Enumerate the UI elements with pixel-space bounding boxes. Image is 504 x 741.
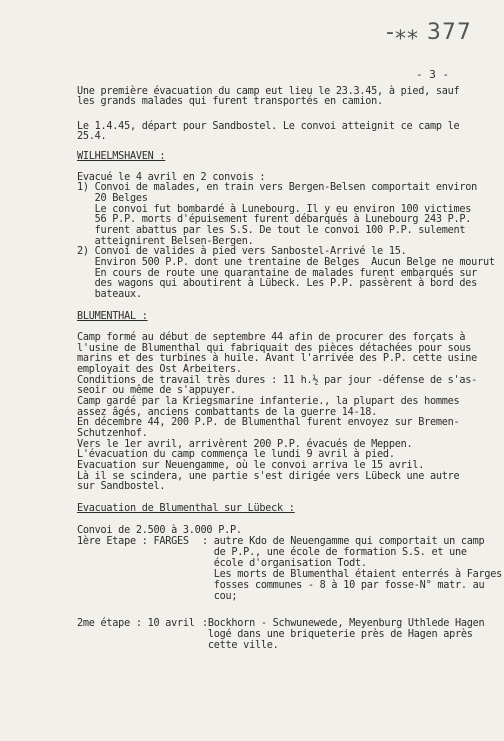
body-line: 1) Convoi de malades, en train vers Bergen-Belsen comportait environ bbox=[77, 182, 478, 193]
body-line: 2) Convoi de valides à pied vers Sanbostel-Arrivé le 15. bbox=[77, 246, 407, 257]
body-line: Vers le 1er avril, arrivèrent 200 P.P. évacués de Meppen. bbox=[77, 439, 413, 450]
stage-label: 1ère Etape : FARGES bbox=[77, 536, 189, 547]
section-heading-blumenthal: BLUMENTHAL : bbox=[77, 311, 148, 322]
page-stamp-number: -⁎⁎ 377 bbox=[386, 20, 472, 45]
body-line: furent abattus par les S.S. De tout le convoi 100 P.P. sulement bbox=[77, 225, 466, 236]
body-line: cette ville. bbox=[202, 640, 279, 651]
body-line: cou; bbox=[202, 591, 238, 602]
body-line: Evacuation sur Neuengamme, où le convoi arriva le 15 avril. bbox=[77, 460, 425, 471]
body-line: Evacué le 4 avril en 2 convois : bbox=[77, 172, 266, 183]
body-line: 20 Belges bbox=[77, 193, 148, 204]
intro-line: 25.4. bbox=[77, 131, 107, 142]
body-line: fosses communes - 8 à 10 par fosse-N° matr. au bbox=[202, 580, 485, 591]
body-line: Camp formé au début de septembre 44 afin de procurer des forçats à bbox=[77, 332, 466, 343]
body-line: En décembre 44, 200 P.P. de Blumenthal furent envoyez sur Bremen- bbox=[77, 417, 460, 428]
body-line: marins et des turbines à huile. Avant l'arrivée des P.P. cette usine bbox=[77, 353, 478, 364]
page-number: - 3 - bbox=[416, 68, 450, 81]
body-line: assez âgés, anciens combattants de la guerre 14-18. bbox=[77, 407, 378, 418]
intro-line: les grands malades qui furent transportés en camion. bbox=[77, 96, 383, 107]
body-line: 56 P.P. morts d'épuisement furent débarqués à Lunebourg 243 P.P. bbox=[77, 214, 472, 225]
body-line: Camp gardé par la Kriegsmarine infanterie., la plupart des hommes bbox=[77, 396, 460, 407]
body-line: :Bockhorn - Schwunewede, Meyenburg Uthlede Hagen bbox=[202, 618, 485, 629]
section-heading-wilhelmshaven: WILHELMSHAVEN : bbox=[77, 151, 166, 162]
body-line: bateaux. bbox=[77, 289, 142, 300]
body-line: école d'organisation Todt. bbox=[202, 558, 367, 569]
body-line: des wagons qui aboutirent à Lübeck. Les P.P. passèrent à bord des bbox=[77, 278, 478, 289]
body-line: l'usine de Blumenthal qui fabriquait des pièces détachées pour sous bbox=[77, 343, 472, 354]
body-line: Conditions de travail très dures : 11 h.½ par jour -défense de s'as- bbox=[77, 375, 478, 386]
body-line: Les morts de Blumenthal étaient enterrés à Farges bbox=[202, 569, 503, 580]
body-line: logé dans une briqueterie près de Hagen après bbox=[202, 629, 473, 640]
body-line: employait des Ost Arbeiters. bbox=[77, 364, 242, 375]
body-line: Environ 500 P.P. dont une trentaine de Belges Aucun Belge ne mourut bbox=[77, 257, 495, 268]
body-line: Schutzenhof. bbox=[77, 428, 148, 439]
stage-label: 2me étape : 10 avril bbox=[77, 618, 195, 629]
body-line: Le convoi fut bombardé à Lunebourg. Il y eu environ 100 victimes bbox=[77, 204, 472, 215]
intro-line: Une première évacuation du camp eut lieu le 23.3.45, à pied, sauf bbox=[77, 86, 460, 97]
body-line: sur Sandbostel. bbox=[77, 481, 166, 492]
body-line: de P.P., une école de formation S.S. et une bbox=[202, 547, 467, 558]
body-line: Là il se scindera, une partie s'est dirigée vers Lübeck une autre bbox=[77, 471, 460, 482]
body-line: En cours de route une quarantaine de malades furent embarqués sur bbox=[77, 268, 478, 279]
body-line: L'évacuation du camp commença le lundi 9 avril à pied. bbox=[77, 449, 395, 460]
body-line: : autre Kdo de Neuengamme qui comportait un camp bbox=[202, 536, 485, 547]
section-heading-evacuation: Evacuation de Blumenthal sur Lübeck : bbox=[77, 503, 295, 514]
body-line: seoir ou même de s'appuyer. bbox=[77, 385, 236, 396]
body-line: Convoi de 2.500 à 3.000 P.P. bbox=[77, 525, 242, 536]
intro-line: Le 1.4.45, départ pour Sandbostel. Le convoi atteignit ce camp le bbox=[77, 121, 460, 132]
body-line: atteignirent Belsen-Bergen. bbox=[77, 236, 254, 247]
